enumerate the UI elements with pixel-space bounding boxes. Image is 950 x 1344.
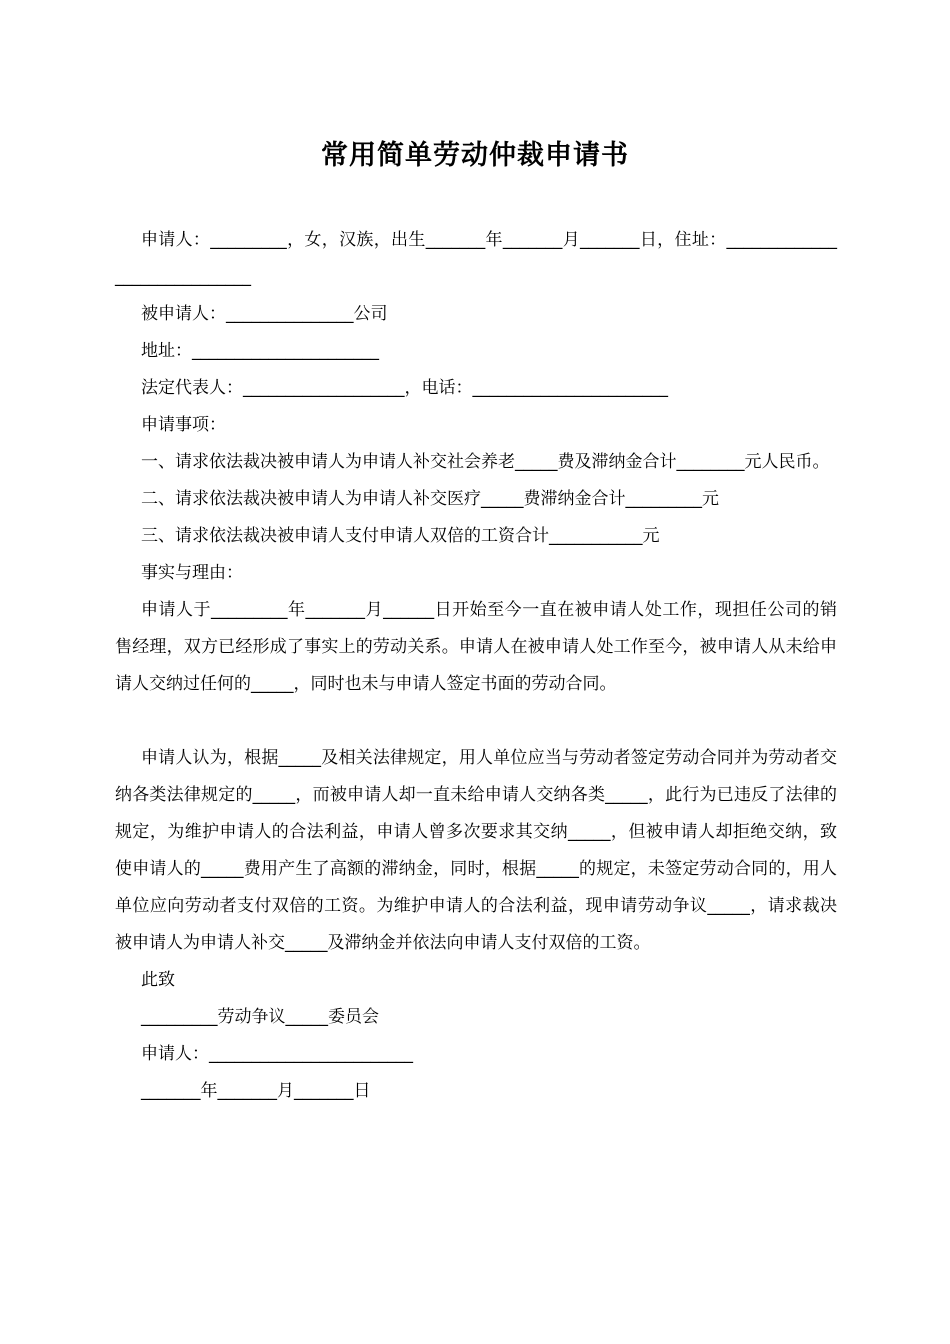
- claim-3: 三、请求依法裁决被申请人支付申请人双倍的工资合计___________元: [140, 526, 660, 546]
- committee-name: _________劳动争议_____委员会: [140, 1007, 379, 1027]
- legal-representative: 法定代表人：___________________，电话：_______________________: [140, 378, 668, 398]
- signature-line: 申请人：________________________: [140, 1044, 413, 1064]
- facts-heading: 事实与理由：: [140, 563, 243, 583]
- facts-paragraph-2: 申请人认为，根据_____及相关法律规定，用人单位应当与劳动者签定劳动合同并为劳动者交纳各类法律规定的_____，而被申请人却一直未给申请人交纳各类_____，此行为已违反了法律的规定，为维护申请人的合法利益，申请人曾多次要求其交纳_____，但被申请人却拒绝交纳，致使申请人的_____费用产生了高额的滞纳金，同时，根据_____的规定，未签定劳动合同的，用人单位应向劳动者支付双倍的工资。为维护申请人的合法利益，现申请劳动争议_____，请求裁决被申请人为申请人补交_____及滞纳金并依法向申请人支付双倍的工资。: [115, 748, 837, 953]
- claims-heading: 申请事项：: [140, 415, 226, 435]
- respondent-address: 地址：______________________: [140, 341, 379, 361]
- applicant-info: 申请人：_________，女，汉族，出生_______年_______月_______日，住址：_____________________________: [115, 230, 837, 287]
- claim-1: 一、请求依法裁决被申请人为申请人补交社会养老_____费及滞纳金合计________元人民币。: [140, 452, 830, 472]
- date-line: _______年_______月_______日: [140, 1081, 371, 1101]
- facts-paragraph-1: 申请人于_________年_______月______日开始至今一直在被申请人处工作，现担任公司的销售经理，双方已经形成了事实上的劳动关系。申请人在被申请人处工作至今，被申请人从未给申请人交纳过任何的_____，同时也未与申请人签定书面的劳动合同。: [115, 600, 837, 694]
- document-body: [115, 222, 837, 1110]
- claim-2: 二、请求依法裁决被申请人为申请人补交医疗_____费滞纳金合计_________元: [140, 489, 719, 509]
- paragraph-gap: [115, 703, 837, 740]
- closing-salutation: 此致: [140, 970, 175, 990]
- respondent-name: 被申请人：_______________公司: [140, 304, 388, 324]
- document-title: 常用简单劳动仲裁申请书: [321, 140, 629, 171]
